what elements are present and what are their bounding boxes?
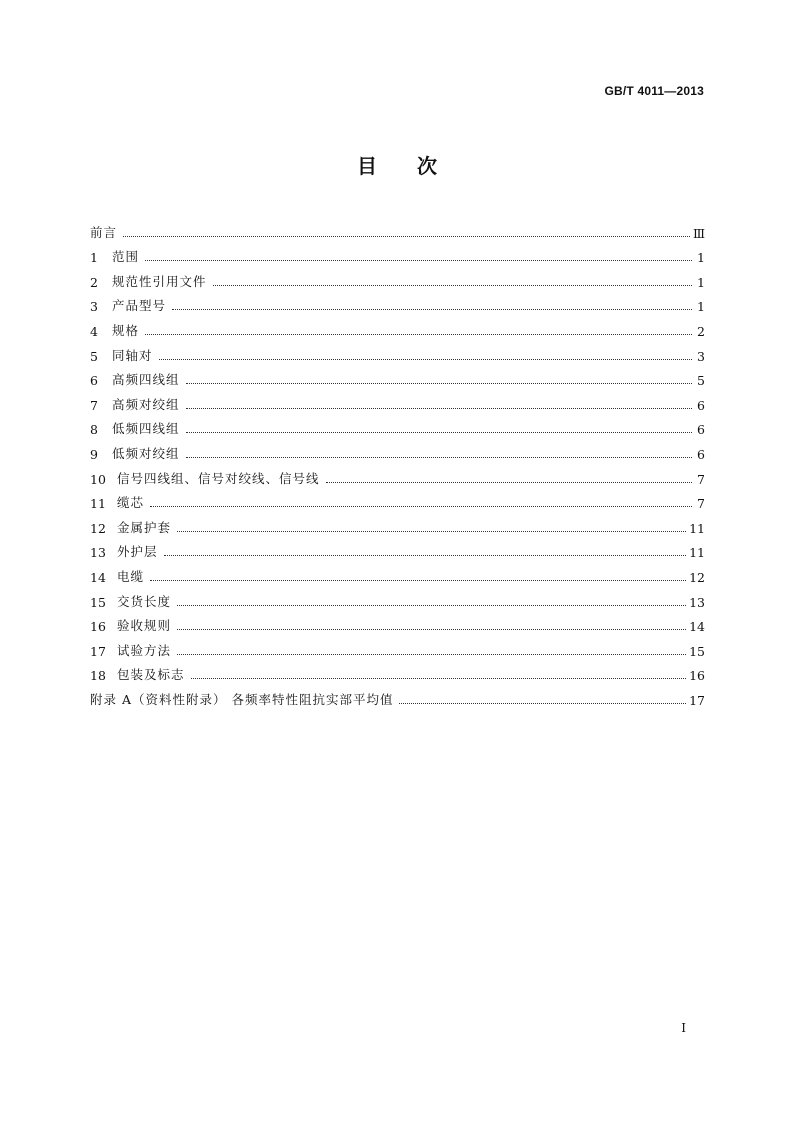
toc-entry-number: 10 <box>90 471 106 487</box>
toc-dot-leader <box>191 678 687 679</box>
toc-entry[interactable] <box>90 314 705 339</box>
toc-entry-page: 6 <box>697 422 705 438</box>
toc-entry-number: 1 <box>90 250 98 266</box>
toc-dot-leader <box>177 629 686 630</box>
toc-dot-leader <box>177 531 686 532</box>
toc-entry[interactable] <box>90 511 705 536</box>
toc-entry-page: 2 <box>697 323 705 339</box>
toc-dot-leader <box>326 482 692 483</box>
page-title-char-2: 次 <box>417 154 437 178</box>
toc-entry[interactable] <box>90 241 705 266</box>
toc-entry-number: 8 <box>90 422 98 438</box>
toc-entry-title: 低频四线组 <box>112 421 180 437</box>
toc-entry[interactable] <box>90 462 705 487</box>
toc-entry-title: 缆芯 <box>117 495 145 511</box>
toc-entry-page: 6 <box>697 446 705 462</box>
toc-entry-title: 信号四线组、信号对绞线、信号线 <box>117 470 320 486</box>
toc-entry-title: 高频四线组 <box>112 372 180 388</box>
toc-entry-page: 5 <box>697 373 705 389</box>
toc-entry-title: 同轴对 <box>112 347 153 363</box>
toc-dot-leader <box>123 236 690 237</box>
toc-entry[interactable] <box>90 610 705 635</box>
toc-dot-leader <box>145 260 692 261</box>
toc-entry-number: 17 <box>90 643 106 659</box>
toc-entry-title: 验收规则 <box>117 618 172 634</box>
toc-entry-title: 产品型号 <box>112 298 167 314</box>
toc-entry-number: 14 <box>90 569 106 585</box>
toc-entry[interactable] <box>90 388 705 413</box>
toc-entry-page: 11 <box>689 545 705 561</box>
toc-entry-number: 2 <box>90 274 98 290</box>
toc-entry-number: 4 <box>90 323 98 339</box>
toc-entry[interactable] <box>90 634 705 659</box>
standard-code: GB/T 4011—2013 <box>604 84 704 98</box>
toc-entry-page: 13 <box>689 594 705 610</box>
toc-entry-number: 6 <box>90 373 98 389</box>
toc-entry-page: Ⅲ <box>692 225 705 241</box>
toc-entry-number: 9 <box>90 446 98 462</box>
toc-entry-number: 13 <box>90 545 106 561</box>
toc-dot-leader <box>186 383 692 384</box>
toc-entry-number: 7 <box>90 397 98 413</box>
toc-entry-title: 包装及标志 <box>117 667 185 683</box>
toc-entry-page: 11 <box>689 520 705 536</box>
toc-entry-page: 17 <box>689 692 705 708</box>
toc-dot-leader <box>399 703 686 704</box>
toc-dot-leader <box>172 309 692 310</box>
toc-entry-title: 外护层 <box>117 544 158 560</box>
toc-dot-leader <box>186 432 692 433</box>
toc-entry-title: 金属护套 <box>117 519 172 535</box>
toc-dot-leader <box>186 457 692 458</box>
toc-entry[interactable] <box>90 265 705 290</box>
toc-entry[interactable] <box>90 216 705 241</box>
toc-entry-title: 附录 A（资料性附录） 各频率特性阻抗实部平均值 <box>90 691 394 707</box>
toc-entry-title: 低频对绞组 <box>112 445 180 461</box>
toc-entry-title: 规范性引用文件 <box>112 273 207 289</box>
toc-dot-leader <box>150 580 686 581</box>
toc-entry-page: 1 <box>697 274 705 290</box>
toc-entry-page: 7 <box>697 496 705 512</box>
toc-entry[interactable] <box>90 290 705 315</box>
toc-entry[interactable] <box>90 364 705 389</box>
toc-dot-leader <box>186 408 692 409</box>
toc-entry[interactable] <box>90 339 705 364</box>
toc-entry-page: 6 <box>697 397 705 413</box>
toc-entry-page: 3 <box>697 348 705 364</box>
toc-entry[interactable] <box>90 413 705 438</box>
toc-entry-number: 16 <box>90 619 106 635</box>
toc-dot-leader <box>177 605 686 606</box>
toc-dot-leader <box>159 359 692 360</box>
toc-entry-number: 12 <box>90 520 106 536</box>
toc-dot-leader <box>164 555 687 556</box>
toc-entry[interactable] <box>90 683 705 708</box>
toc-dot-leader <box>177 654 686 655</box>
toc-entry[interactable] <box>90 585 705 610</box>
toc-entry[interactable] <box>90 437 705 462</box>
toc-dot-leader <box>213 285 692 286</box>
page-title-char-1: 目 <box>357 154 377 178</box>
toc-entry-title: 前言 <box>90 224 118 240</box>
toc-entry-page: 15 <box>689 643 705 659</box>
toc-entry-title: 范围 <box>112 249 140 265</box>
toc-entry-page: 7 <box>697 471 705 487</box>
toc-entry-title: 规格 <box>112 322 140 338</box>
toc-entry-number: 15 <box>90 594 106 610</box>
toc-entry-page: 1 <box>697 299 705 315</box>
toc-entry-number: 5 <box>90 348 98 364</box>
toc-entry[interactable] <box>90 487 705 512</box>
toc-entry[interactable] <box>90 560 705 585</box>
toc-dot-leader <box>150 506 692 507</box>
page-number: I <box>681 1021 686 1035</box>
toc-entry-page: 12 <box>689 569 705 585</box>
toc-entry-number: 18 <box>90 668 106 684</box>
toc-entry-number: 3 <box>90 299 98 315</box>
toc-entry-page: 16 <box>689 668 705 684</box>
toc-entry[interactable] <box>90 536 705 561</box>
table-of-contents <box>90 216 705 708</box>
toc-entry-title: 高频对绞组 <box>112 396 180 412</box>
toc-entry-title: 电缆 <box>117 568 145 584</box>
toc-dot-leader <box>145 334 692 335</box>
toc-entry-title: 试验方法 <box>117 642 172 658</box>
page-title <box>0 150 794 179</box>
toc-entry[interactable] <box>90 659 705 684</box>
toc-entry-page: 1 <box>697 250 705 266</box>
toc-entry-page: 14 <box>689 619 705 635</box>
toc-entry-number: 11 <box>90 496 106 512</box>
toc-entry-title: 交货长度 <box>117 593 172 609</box>
